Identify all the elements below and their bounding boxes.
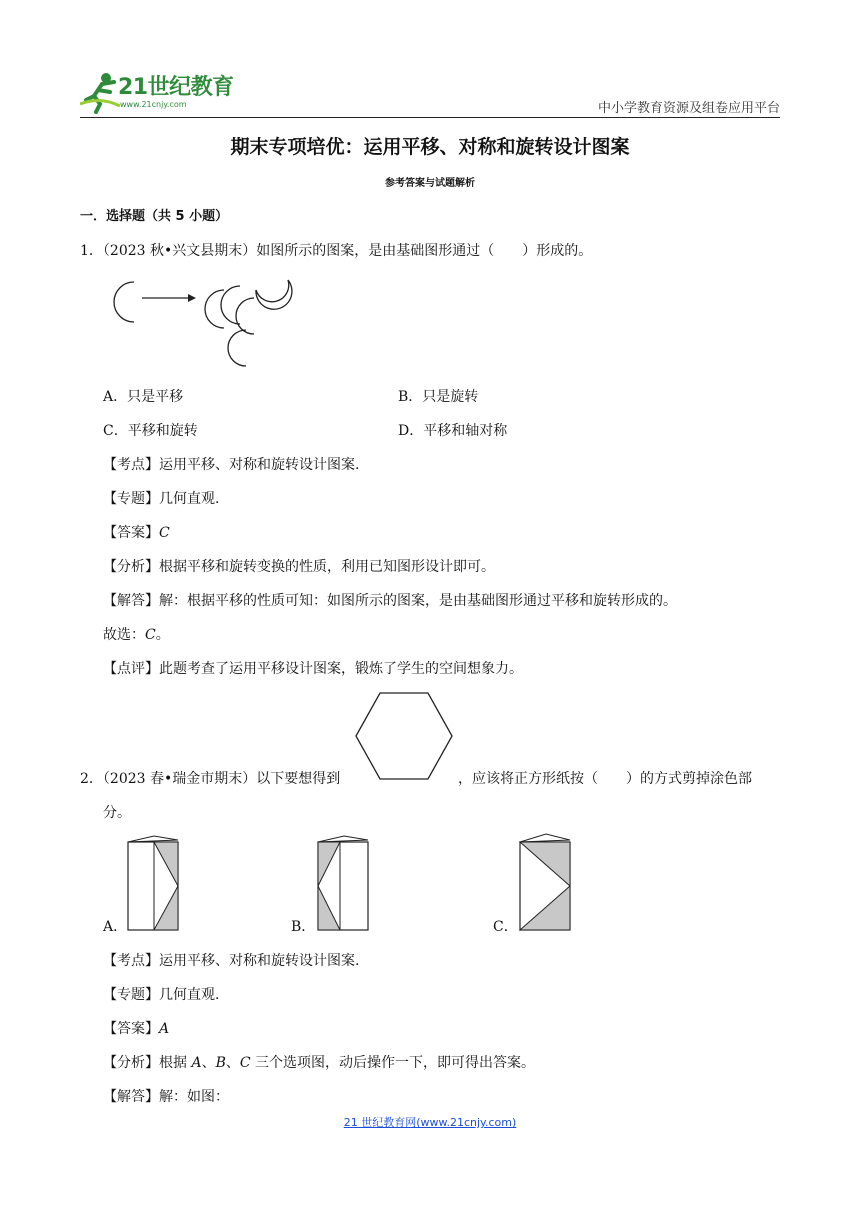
q2-stem-c: 分。 <box>103 805 131 821</box>
q2-jieda: 【解答】解：如图： <box>103 1089 229 1105</box>
q1-answer-value: C <box>159 525 170 541</box>
q1-choose-suffix: 。 <box>155 627 170 643</box>
q2-option-c-fold <box>516 832 576 934</box>
q1-jieda: 【解答】解：根据平移的性质可知：如图所示的图案，是由基础图形通过平移和旋转形成的。 <box>103 593 677 609</box>
q2-fenxi-s1: 、 <box>201 1055 216 1071</box>
q1-choose-prefix: 故选： <box>103 627 145 643</box>
crescent-4 <box>256 280 292 309</box>
runner-logo-icon <box>80 70 122 114</box>
arrow-head <box>188 294 196 302</box>
q2-zhuanti: 【专题】几何直观. <box>103 987 220 1003</box>
platform-name: 中小学教育资源及组卷应用平台 <box>597 101 780 116</box>
q1-fenxi: 【分析】根据平移和旋转变换的性质，利用已知图形设计即可。 <box>103 559 495 575</box>
q2-answer-prefix: 【答案】 <box>103 1021 159 1037</box>
q2-kaodian: 【考点】运用平移、对称和旋转设计图案. <box>103 953 360 969</box>
q2-answer <box>103 1018 169 1038</box>
header-rule <box>80 117 780 118</box>
crescent-5 <box>228 330 246 366</box>
crescent-3 <box>236 298 254 334</box>
q1-answer-prefix: 【答案】 <box>103 525 159 541</box>
q2-fenxi-v3: C <box>239 1055 251 1071</box>
q1-answer <box>103 522 170 542</box>
q2-fenxi-s2: 、 <box>225 1055 240 1071</box>
q1-dianping: 【点评】此题考查了运用平移设计图案，锻炼了学生的空间想象力。 <box>103 661 523 677</box>
footer-link[interactable]: 21 世纪教育网(www.21cnjy.com) <box>343 1116 517 1129</box>
logo-url: www.21cnjy.com <box>120 100 187 109</box>
page-subtitle: 参考答案与试题解析 <box>385 178 475 189</box>
crescent-base <box>114 282 134 322</box>
q2-fenxi-b: 三个选项图，动后操作一下，即可得出答案。 <box>250 1055 536 1071</box>
page-title: 期末专项培优：运用平移、对称和旋转设计图案 <box>230 136 630 158</box>
q2-stem-a: 2．（2023 春•瑞金市期末）以下要想得到 <box>80 771 341 787</box>
q2-hexagon-figure <box>352 690 456 782</box>
q2-option-c-label: C． <box>493 919 518 935</box>
q2-option-b-label: B． <box>291 919 316 935</box>
q2-stem-b: ，应该将正方形纸按（ ）的方式剪掉涂色部 <box>458 771 752 787</box>
q2-fenxi-a: 【分析】根据 <box>103 1055 192 1071</box>
q1-kaodian: 【考点】运用平移、对称和旋转设计图案. <box>103 457 360 473</box>
q2-fenxi-v2: B <box>215 1055 226 1071</box>
q2-option-b-fold <box>314 834 374 934</box>
q1-crescent-figure <box>100 272 300 372</box>
logo-text: 21世纪教育 <box>118 75 234 100</box>
q2-fenxi-v1: A <box>191 1055 202 1071</box>
q1-option-a: A．只是平移 <box>103 389 184 405</box>
q1-option-b: B．只是旋转 <box>398 389 479 405</box>
crescent-2 <box>221 286 240 324</box>
q2-option-a-fold <box>124 834 184 934</box>
q1-stem: 1．（2023 秋•兴文县期末）如图所示的图案，是由基础图形通过（ ）形成的。 <box>80 243 593 259</box>
q1-choose-value: C <box>145 627 156 643</box>
q2-option-a-label: A． <box>103 919 128 935</box>
q1-zhuanti: 【专题】几何直观. <box>103 491 220 507</box>
q1-choose <box>103 624 170 644</box>
section-heading: 一．选择题（共 5 小题） <box>80 209 229 224</box>
q1-option-c: C．平移和旋转 <box>103 423 198 439</box>
q1-option-d: D．平移和轴对称 <box>398 423 508 439</box>
q2-fenxi <box>103 1052 535 1072</box>
q2-answer-value: A <box>159 1021 170 1037</box>
